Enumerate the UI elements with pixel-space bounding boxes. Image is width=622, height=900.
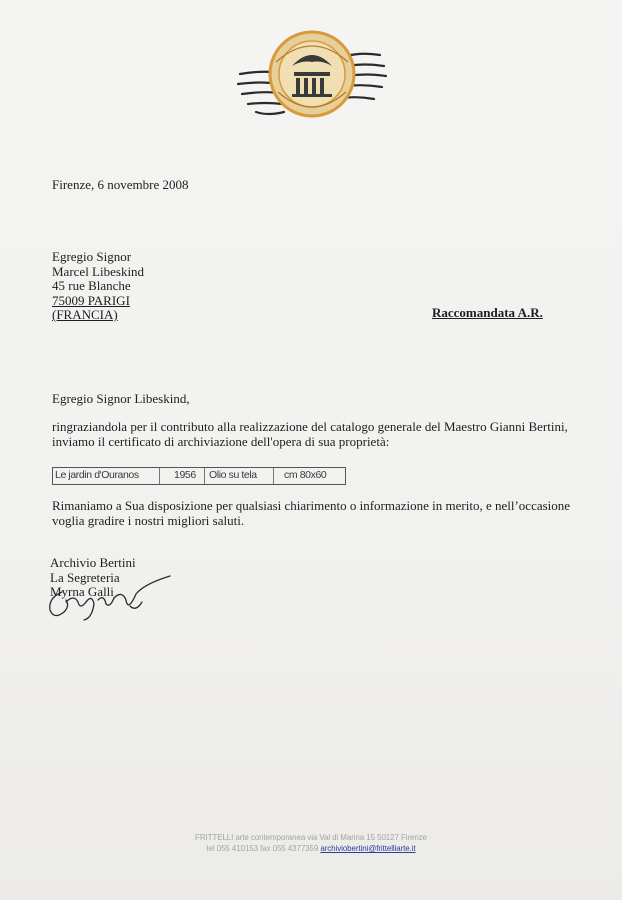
letter-date: Firenze, 6 novembre 2008 [52, 177, 189, 192]
body-paragraph-1-line-2: inviamo il certificato di archiviazione dell'opera di sua proprietà: [52, 433, 390, 449]
footer-phone-fax: tel 055 410153 fax 055 4377359 [206, 844, 319, 853]
recipient-city: 75009 PARIGI [52, 292, 130, 308]
artwork-table [52, 467, 346, 485]
body-paragraph-2-line-1: Rimaniamo a Sua disposizione per qualsiasi chiarimento o informazione in merito, e nell’occasione [52, 498, 571, 513]
recipient-address [52, 250, 144, 323]
signoff-person: Myrna Galli [50, 584, 114, 599]
delivery-note: Raccomandata A.R. [432, 305, 543, 320]
handwritten-signature [40, 569, 180, 624]
artwork-year: 1956 [160, 468, 205, 484]
footer-address: FRITTELLI arte contemporanea via Val di Marina 15 50127 Firenze [195, 833, 427, 842]
letterhead-footer [0, 832, 622, 854]
artwork-size: cm 80x60 [284, 469, 327, 481]
footer-contacts [0, 843, 622, 854]
recipient-country: (FRANCIA) [52, 307, 118, 322]
body-paragraph-2-line-2: voglia gradire i nostri migliori saluti. [52, 512, 245, 528]
salutation: Egregio Signor Libeskind, [52, 391, 190, 406]
archive-stamp-logo [234, 26, 390, 124]
artwork-title: Le jardin d'Ouranos [53, 468, 160, 484]
recipient-street: 45 rue Blanche [52, 278, 131, 293]
recipient-name: Marcel Libeskind [52, 263, 145, 279]
artwork-medium: Olio su tela [205, 468, 274, 484]
body-paragraph-1 [52, 420, 568, 449]
signoff-department: La Segreteria [50, 569, 120, 585]
body-paragraph-2 [52, 499, 570, 528]
footer-email-link[interactable]: archiviobertini@frittelliarte.it [320, 844, 416, 853]
signoff-archive: Archivio Bertini [50, 555, 136, 570]
recipient-title: Egregio Signor [52, 249, 132, 264]
body-paragraph-1-line-1: ringraziandola per il contributo alla realizzazione del catalogo generale del Maestro Gianni Bertini, [52, 419, 568, 434]
